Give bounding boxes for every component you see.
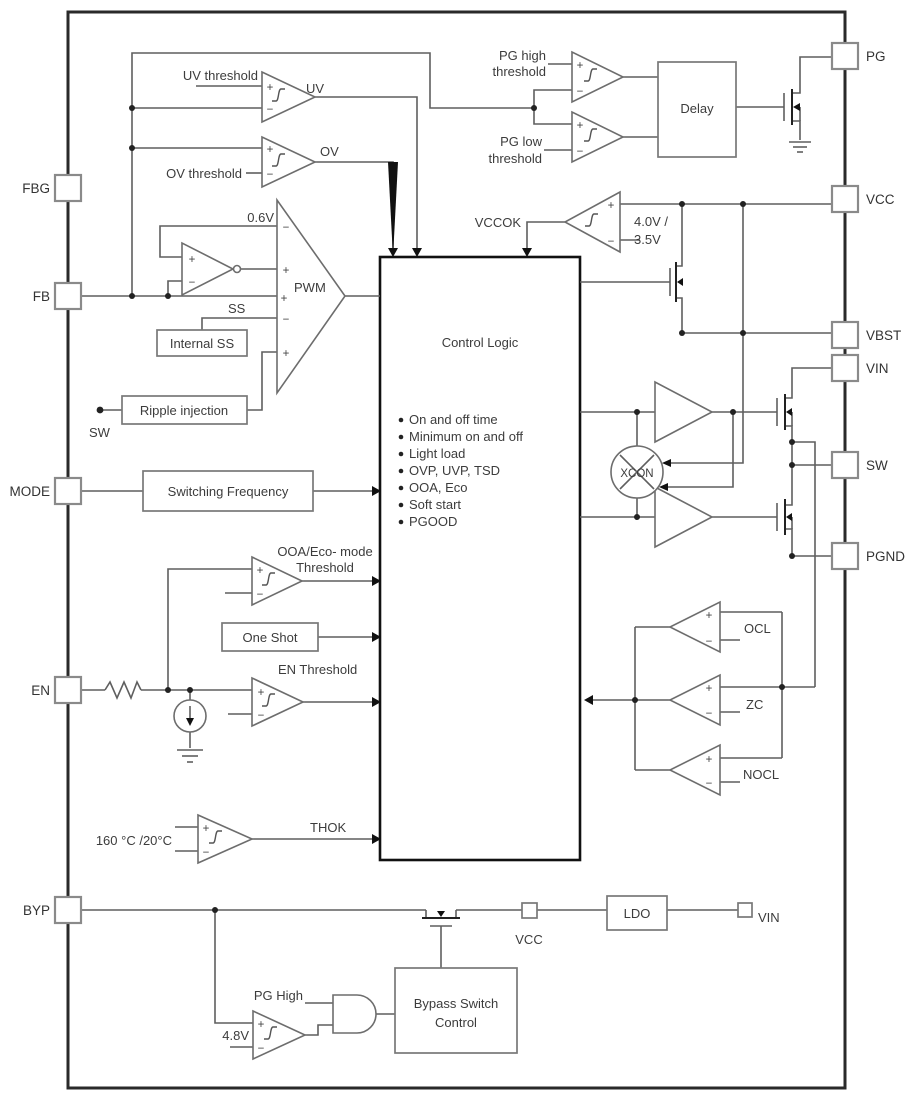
- pin-byp: [55, 897, 81, 923]
- label-vin-node: VIN: [758, 910, 780, 925]
- sign: +: [705, 610, 713, 622]
- pin-fbg: [55, 175, 81, 201]
- vcc-node-square: [522, 903, 537, 918]
- label-nocl: NOCL: [743, 767, 780, 782]
- label-uv-out: UV: [306, 81, 325, 96]
- sign: +: [266, 144, 274, 156]
- sign: −: [257, 1043, 265, 1055]
- pin-label-en: EN: [31, 683, 50, 698]
- sign: −: [282, 314, 290, 326]
- sign: −: [607, 236, 615, 248]
- label-pg-low-threshold-2: threshold: [488, 151, 542, 166]
- label-en-threshold: EN Threshold: [278, 662, 358, 677]
- sign: −: [266, 169, 274, 181]
- label-uvlo-1: 4.0V /: [634, 214, 668, 229]
- sign: −: [266, 104, 274, 116]
- label-sw-input: SW: [89, 425, 110, 440]
- bypass-fet: [422, 910, 460, 926]
- pin-label-mode: MODE: [9, 484, 50, 499]
- label-ripple-injection: Ripple injection: [139, 403, 229, 418]
- vbst-switch-fet: [670, 262, 683, 302]
- en-current-source: [174, 700, 206, 762]
- label-48v: 4.8V: [222, 1028, 249, 1043]
- sign: +: [282, 348, 290, 360]
- nocl-comparator: [670, 745, 720, 795]
- control-logic-item: Soft start: [409, 497, 462, 512]
- pin-label-vbst: VBST: [866, 328, 902, 343]
- label-vccok: VCCOK: [474, 215, 521, 230]
- control-logic-item: On and off time: [409, 412, 498, 427]
- bypass-and-gate: [333, 995, 376, 1033]
- label-ocl: OCL: [744, 621, 771, 636]
- control-logic-item: OOA, Eco: [409, 480, 468, 495]
- label-thok: THOK: [310, 820, 347, 835]
- pin-pg: [832, 43, 858, 69]
- label-ldo: LDO: [623, 906, 651, 921]
- label-ov-threshold: OV threshold: [166, 166, 242, 181]
- sign: +: [257, 687, 265, 699]
- sign: +: [705, 683, 713, 695]
- pin-vin: [832, 355, 858, 381]
- pins-left: [10, 175, 82, 923]
- sign: +: [280, 293, 288, 305]
- pin-label-fb: FB: [32, 289, 50, 304]
- control-logic-item: Minimum on and off: [409, 429, 523, 444]
- pin-label-vcc: VCC: [866, 192, 895, 207]
- label-bypass-2: Control: [435, 1015, 477, 1030]
- label-ooa-2: Threshold: [296, 560, 354, 575]
- label-pg-high-threshold-2: threshold: [492, 64, 546, 79]
- sign: +: [202, 823, 210, 835]
- sign: −: [257, 710, 265, 722]
- sign: −: [705, 708, 713, 720]
- sign: −: [202, 847, 210, 859]
- label-pg-low-threshold-1: PG low: [500, 134, 542, 149]
- pin-sw: [832, 452, 858, 478]
- pin-pgnd: [832, 543, 858, 569]
- label-internal-ss: Internal SS: [169, 336, 235, 351]
- label-vref: 0.6V: [247, 210, 274, 225]
- ov-arrow: [388, 162, 398, 257]
- sign: +: [266, 82, 274, 94]
- label-bypass-1: Bypass Switch: [413, 996, 499, 1011]
- label-zc: ZC: [746, 697, 764, 712]
- pin-mode: [55, 478, 81, 504]
- sign: −: [576, 86, 584, 98]
- pin-vbst: [832, 322, 858, 348]
- sign: +: [257, 1019, 265, 1031]
- pin-label-pg: PG: [866, 49, 886, 64]
- label-delay: Delay: [680, 101, 714, 116]
- control-logic-item: OVP, UVP, TSD: [409, 463, 501, 478]
- control-logic-title: Control Logic: [441, 335, 519, 350]
- high-side-fet: [777, 394, 792, 430]
- pin-label-fbg: FBG: [22, 181, 50, 196]
- label-vcc-node: VCC: [515, 932, 543, 947]
- low-side-driver: [655, 487, 712, 547]
- label-switching-frequency: Switching Frequency: [167, 484, 289, 499]
- sign: −: [705, 636, 713, 648]
- label-xcon: XCON: [620, 468, 654, 480]
- sign: +: [705, 754, 713, 766]
- pin-label-pgnd: PGND: [866, 549, 906, 564]
- label-temp-threshold: 160 °C /20°C: [95, 833, 172, 848]
- pin-label-vin: VIN: [866, 361, 889, 376]
- sign: +: [607, 200, 615, 212]
- sign: −: [282, 222, 290, 234]
- label-uv-threshold: UV threshold: [182, 68, 258, 83]
- label-ov-out: OV: [320, 144, 339, 159]
- zc-comparator: [670, 675, 720, 725]
- sign: −: [256, 589, 264, 601]
- high-side-driver: [655, 382, 712, 442]
- label-pwm: PWM: [294, 280, 326, 295]
- ocl-comparator: [670, 602, 720, 652]
- label-ss: SS: [228, 301, 246, 316]
- pin-label-sw: SW: [866, 458, 888, 473]
- label-pg-high-and: PG High: [253, 988, 303, 1003]
- pins-right: [832, 43, 905, 569]
- sign: +: [576, 120, 584, 132]
- pg-output-fet: [784, 89, 800, 125]
- pin-en: [55, 677, 81, 703]
- sign: +: [282, 265, 290, 277]
- control-logic-item: PGOOD: [409, 514, 458, 529]
- pg-fet-ground: [789, 142, 811, 152]
- label-one-shot: One Shot: [242, 630, 298, 645]
- pin-vcc: [832, 186, 858, 212]
- label-ooa-1: OOA/Eco- mode: [277, 544, 373, 559]
- sign: +: [188, 254, 196, 266]
- vin-node-square: [738, 903, 752, 917]
- pin-label-byp: BYP: [22, 903, 50, 918]
- sign: −: [576, 146, 584, 158]
- sign: −: [705, 778, 713, 790]
- control-logic-item: Light load: [409, 446, 466, 461]
- sign: +: [256, 565, 264, 577]
- pin-fb: [55, 283, 81, 309]
- sign: +: [576, 60, 584, 72]
- sign: −: [188, 277, 196, 289]
- label-uvlo-2: 3.5V: [634, 232, 661, 247]
- label-pg-high-threshold-1: PG high: [499, 48, 546, 63]
